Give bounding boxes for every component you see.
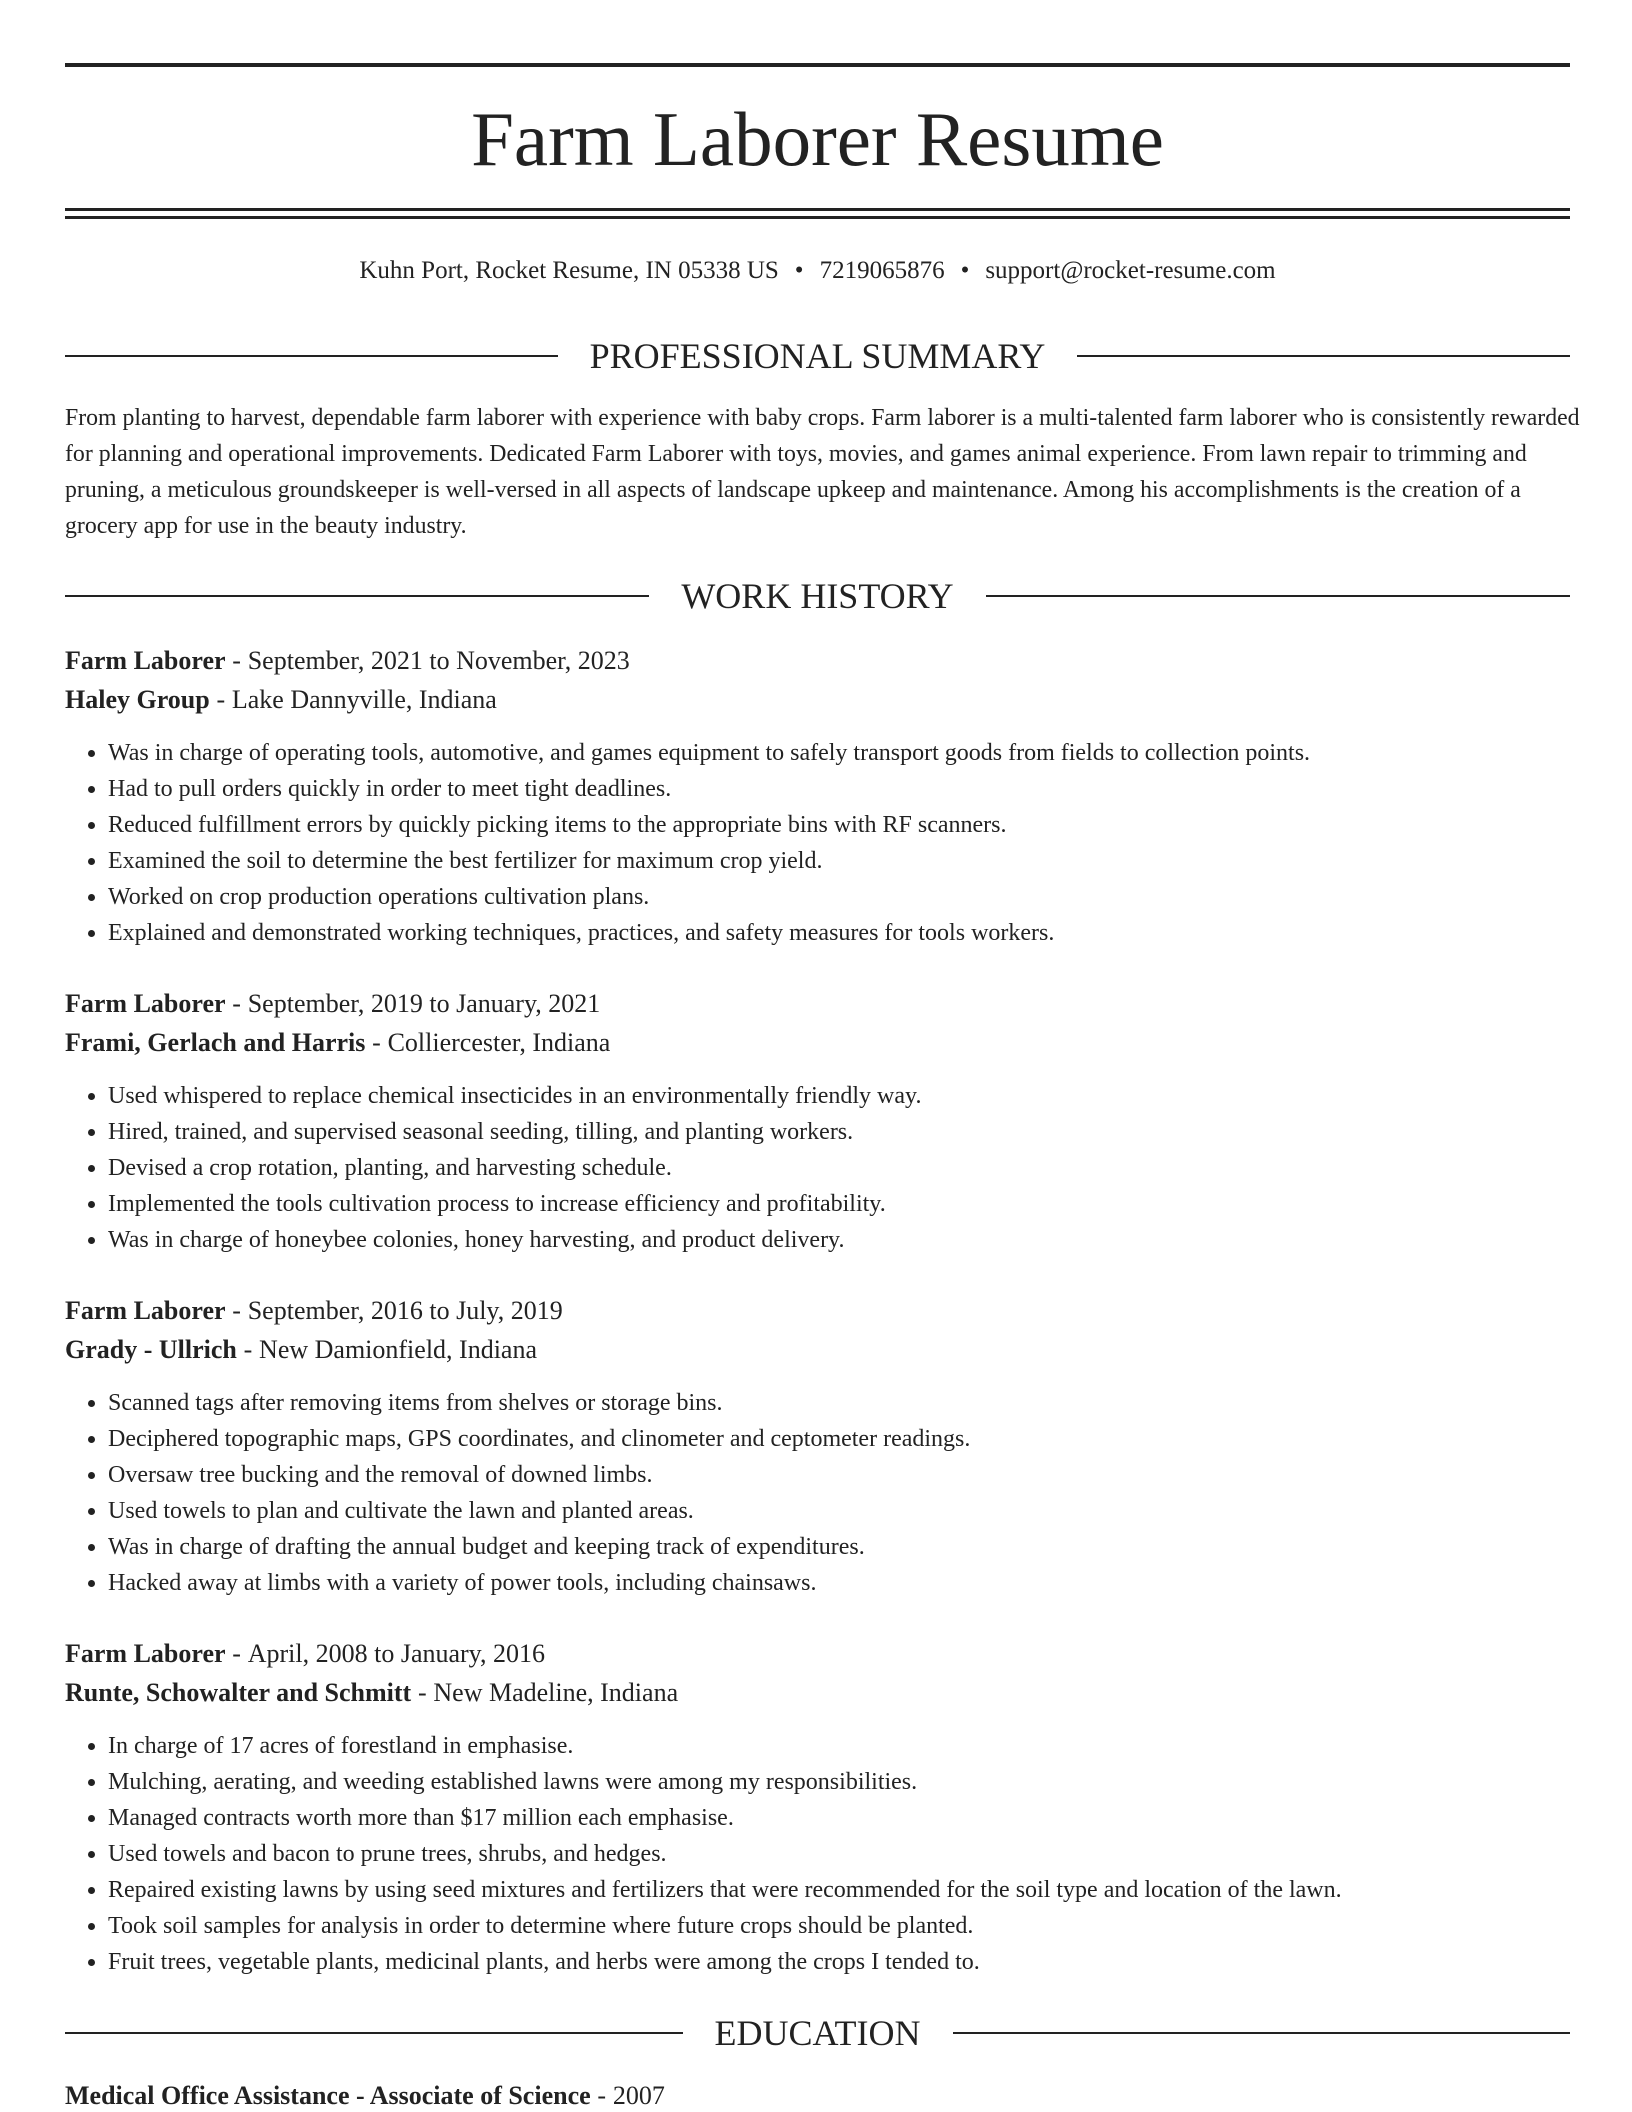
contact-phone: 7219065876 <box>819 257 945 284</box>
list-item: • Used towels to plan and cultivate the lawn and planted areas. <box>108 1493 1570 1529</box>
list-item: • Worked on crop production operations cultivation plans. <box>108 879 1570 915</box>
separator: - <box>417 1678 427 1707</box>
job-title-line <box>65 1291 1570 1330</box>
job-title: Farm Laborer <box>65 1639 226 1668</box>
job-company-line <box>65 1023 1570 1062</box>
separator: - <box>232 1639 241 1668</box>
job-company: Frami, Gerlach and Harris <box>65 1028 366 1057</box>
heading-rule-right <box>1077 355 1570 357</box>
list-item: • Managed contracts worth more than $17 million each emphasise. <box>108 1800 1570 1836</box>
section-heading-label: WORK HISTORY <box>681 576 954 616</box>
list-item: • Deciphered topographic maps, GPS coordinates, and clinometer and ceptometer readings. <box>108 1421 1570 1457</box>
section-heading-education <box>65 2009 1570 2057</box>
list-item: • Examined the soil to determine the best fertilizer for maximum crop yield. <box>108 843 1570 879</box>
list-item: • Scanned tags after removing items from shelves or storage bins. <box>108 1385 1570 1421</box>
education-year: 2007 <box>612 2081 665 2110</box>
professional-summary-text: From planting to harvest, dependable farm laborer with experience with baby crops. Farm laborer is a multi-talented farm laborer who is consistently rewarded for planning and operational improvements. Dedicated Farm Laborer with toys, movies, and games animal experience. From lawn repair to trimming and pruning, a meticulous groundskeeper is well-versed in all aspects of landscape upkeep and maintenance. Among his accomplishments is the creation of a grocery app for use in the beauty industry. <box>65 405 1580 539</box>
job-location: Lake Dannyville, Indiana <box>231 685 497 714</box>
list-item: • Used whispered to replace chemical insecticides in an environmentally friendly way. <box>108 1078 1570 1114</box>
contact-address: Kuhn Port, Rocket Resume, IN 05338 US <box>359 257 779 284</box>
list-item: • Used towels and bacon to prune trees, shrubs, and hedges. <box>108 1836 1570 1872</box>
contact-separator: • <box>794 257 804 284</box>
job-bullet-list <box>65 735 1570 951</box>
job-company: Haley Group <box>65 685 210 714</box>
resume-title: Farm Laborer Resume <box>471 96 1164 182</box>
separator: - <box>232 989 241 1018</box>
top-rule <box>65 63 1570 67</box>
job-title-line <box>65 641 1570 680</box>
section-heading-professional-summary <box>65 332 1570 380</box>
contact-email: support@rocket-resume.com <box>985 257 1276 284</box>
heading-rule-left <box>65 355 558 357</box>
job-entry <box>65 984 1570 1258</box>
list-item: • Hired, trained, and supervised seasonal seeding, tilling, and planting workers. <box>108 1114 1570 1150</box>
list-item: • Fruit trees, vegetable plants, medicinal plants, and herbs were among the crops I tended to. <box>108 1944 1570 1980</box>
separator: - <box>597 2081 607 2110</box>
job-entry <box>65 641 1570 951</box>
list-item: • Hacked away at limbs with a variety of power tools, including chainsaws. <box>108 1565 1570 1601</box>
job-bullet-list <box>65 1385 1570 1601</box>
list-item: • Was in charge of honeybee colonies, honey harvesting, and product delivery. <box>108 1222 1570 1258</box>
work-history-list <box>65 641 1570 1980</box>
job-title-line <box>65 1634 1570 1673</box>
heading-rule-left <box>65 595 649 597</box>
job-dates: September, 2021 to November, 2023 <box>247 646 630 675</box>
job-title: Farm Laborer <box>65 1296 226 1325</box>
separator: - <box>232 646 241 675</box>
list-item: • Repaired existing lawns by using seed mixtures and fertilizers that were recommended for the soil type and location of the lawn. <box>108 1872 1570 1908</box>
job-title: Farm Laborer <box>65 646 226 675</box>
separator: - <box>243 1335 253 1364</box>
list-item: • Devised a crop rotation, planting, and harvesting schedule. <box>108 1150 1570 1186</box>
list-item: • Was in charge of operating tools, automotive, and games equipment to safely transport goods from fields to collection points. <box>108 735 1570 771</box>
title-double-rule <box>65 208 1570 219</box>
contact-separator: • <box>960 257 970 284</box>
job-company-line <box>65 1330 1570 1369</box>
separator: - <box>372 1028 381 1057</box>
heading-rule-right <box>953 2032 1571 2034</box>
section-heading-label: EDUCATION <box>714 2013 921 2053</box>
section-heading-work-history <box>65 572 1570 620</box>
job-location: New Madeline, Indiana <box>433 1678 679 1707</box>
job-company-line <box>65 1673 1570 1712</box>
job-company: Grady - Ullrich <box>65 1335 237 1364</box>
section-heading-label: PROFESSIONAL SUMMARY <box>589 336 1046 376</box>
job-dates: September, 2019 to January, 2021 <box>247 989 601 1018</box>
education-degree: Medical Office Assistance - Associate of Science <box>65 2081 591 2110</box>
contact-line <box>65 254 1570 288</box>
list-item: • In charge of 17 acres of forestland in emphasise. <box>108 1728 1570 1764</box>
job-bullet-list <box>65 1728 1570 1980</box>
job-entry <box>65 1291 1570 1601</box>
education-entry <box>65 2081 1570 2111</box>
job-title-line <box>65 984 1570 1023</box>
list-item: • Had to pull orders quickly in order to meet tight deadlines. <box>108 771 1570 807</box>
list-item: • Took soil samples for analysis in order to determine where future crops should be planted. <box>108 1908 1570 1944</box>
job-entry <box>65 1634 1570 1980</box>
list-item: • Explained and demonstrated working techniques, practices, and safety measures for tools workers. <box>108 915 1570 951</box>
separator: - <box>232 1296 241 1325</box>
list-item: • Oversaw tree bucking and the removal of downed limbs. <box>108 1457 1570 1493</box>
job-location: Colliercester, Indiana <box>387 1028 611 1057</box>
job-location: New Damionfield, Indiana <box>259 1335 538 1364</box>
job-dates: September, 2016 to July, 2019 <box>247 1296 563 1325</box>
job-bullet-list <box>65 1078 1570 1258</box>
list-item: • Reduced fulfillment errors by quickly picking items to the appropriate bins with RF scanners. <box>108 807 1570 843</box>
list-item: • Was in charge of drafting the annual budget and keeping track of expenditures. <box>108 1529 1570 1565</box>
heading-rule-right <box>986 595 1570 597</box>
list-item: • Implemented the tools cultivation process to increase efficiency and profitability. <box>108 1186 1570 1222</box>
list-item: • Mulching, aerating, and weeding established lawns were among my responsibilities. <box>108 1764 1570 1800</box>
job-company: Runte, Schowalter and Schmitt <box>65 1678 412 1707</box>
separator: - <box>216 685 226 714</box>
heading-rule-left <box>65 2032 683 2034</box>
job-title: Farm Laborer <box>65 989 226 1018</box>
job-dates: April, 2008 to January, 2016 <box>247 1639 545 1668</box>
job-company-line <box>65 680 1570 719</box>
